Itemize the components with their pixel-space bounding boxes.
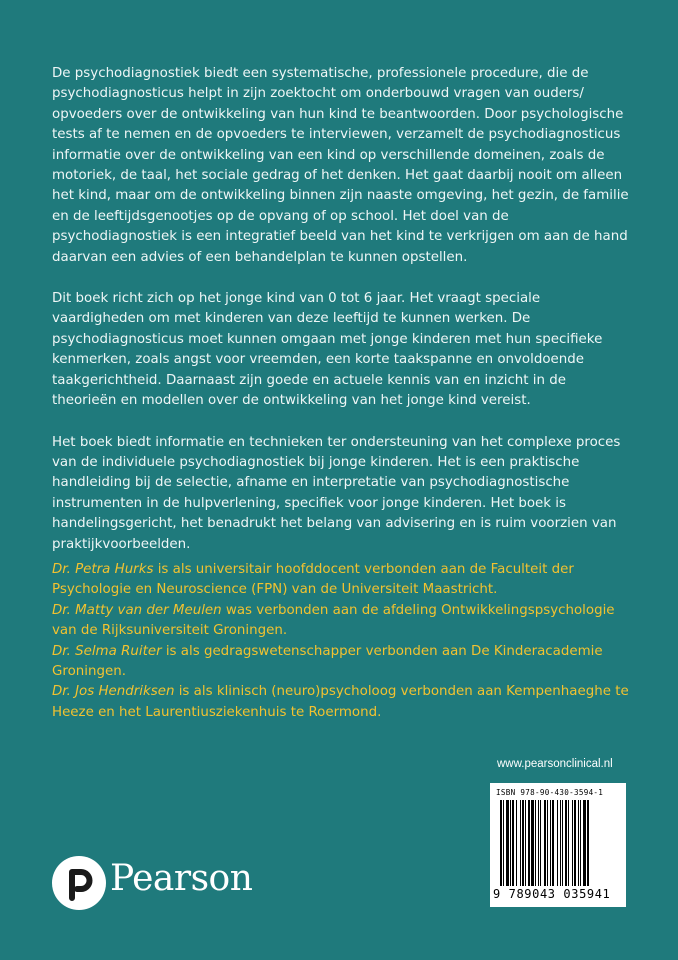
author-1 (52, 560, 642, 601)
author-bio: is als klinisch (neuro)psycholoog verbonden aan Kempenhaeghe te Heeze en het Laurentiusziekenhuis te Roermond. (52, 684, 629, 720)
author-name: Dr. Petra Hurks (52, 562, 154, 577)
paragraph-3: Het boek biedt informatie en technieken ter ondersteuning van het complexe proces van de individuele psychodiagnostiek bij jonge kinderen. Het is een praktische handleiding bij de selectie, afname en interpretatie van psychodiagnostische instrumenten in de hulpverlening, specifiek voor jonge kinderen. Het boek is handelingsgericht, het benadrukt het belang van advisering en is ruim voorzien van praktijkvoorbeelden. (52, 434, 621, 552)
author-bio: is als universitair hoofddocent verbonden aan de Faculteit der Psychologie en Neuroscience (FPN) van de Universiteit Maastricht. (52, 562, 574, 598)
author-bio: was verbonden aan de afdeling Ontwikkelingspsychologie van de Rijksuniversiteit Groningen. (52, 602, 615, 639)
isbn-digits: 9 789043 035941 (493, 887, 611, 901)
author-list (52, 560, 642, 723)
author-name: Dr. Matty van der Meulen (52, 602, 222, 618)
website-link[interactable]: www.pearsonclinical.nl (497, 758, 613, 770)
barcode-icon (500, 800, 620, 886)
author-name: Dr. Selma Ruiter (52, 643, 162, 659)
paragraph-2: Dit boek richt zich op het jonge kind van 0 tot 6 jaar. Het vraagt speciale vaardigheden om met kinderen van deze leeftijd te kunnen werken. De psychodiagnosticus moet kunnen omgaan met jonge kinderen met hun specifieke kenmerken, zoals angst voor vreemden, een korte taakspanne en onvoldoende taakgerichtheid. Daarnaast zijn goede en actuele kennis van en inzicht in de theorieën en modellen over de ontwikkeling van het jonge kind vereist. (52, 291, 603, 409)
author-4 (52, 682, 642, 723)
isbn-label: ISBN 978-90-430-3594-1 (496, 788, 604, 797)
blurb (52, 64, 632, 576)
author-2 (52, 601, 642, 642)
author-name: Dr. Jos Hendriksen (52, 684, 175, 700)
author-bio: is als gedragswetenschapper verbonden aan De Kinderacademie Groningen. (52, 643, 603, 680)
barcode (490, 783, 626, 907)
author-3 (52, 642, 642, 683)
pearson-p-logo-icon (52, 856, 106, 910)
paragraph-1: De psychodiagnostiek biedt een systematische, professionele procedure, die de psychodiagnosticus helpt in zijn zoektocht om onderbouwd vragen van ouders/ opvoeders over de ontwikkeling van hun kind te beantwoorden. Door psychologische tests af te nemen en de opvoeders te interviewen, verzamelt de psychodiagnosticus informatie over de ontwikkeling van een kind op verschillende domeinen, zoals de motoriek, de taal, het sociale gedrag of het denken. Het gaat daarbij nooit om alleen het kind, maar om de ontwikkeling binnen zijn naaste omgeving, het gezin, de familie en de leeftijdsgenootjes op de opvang of op school. Het doel van de psychodiagnostiek is een integratief beeld van het kind te verkrijgen om aan de hand daarvan een advies of een behandelplan te kunnen opstellen. (52, 66, 629, 265)
publisher-name: Pearson (110, 858, 253, 899)
